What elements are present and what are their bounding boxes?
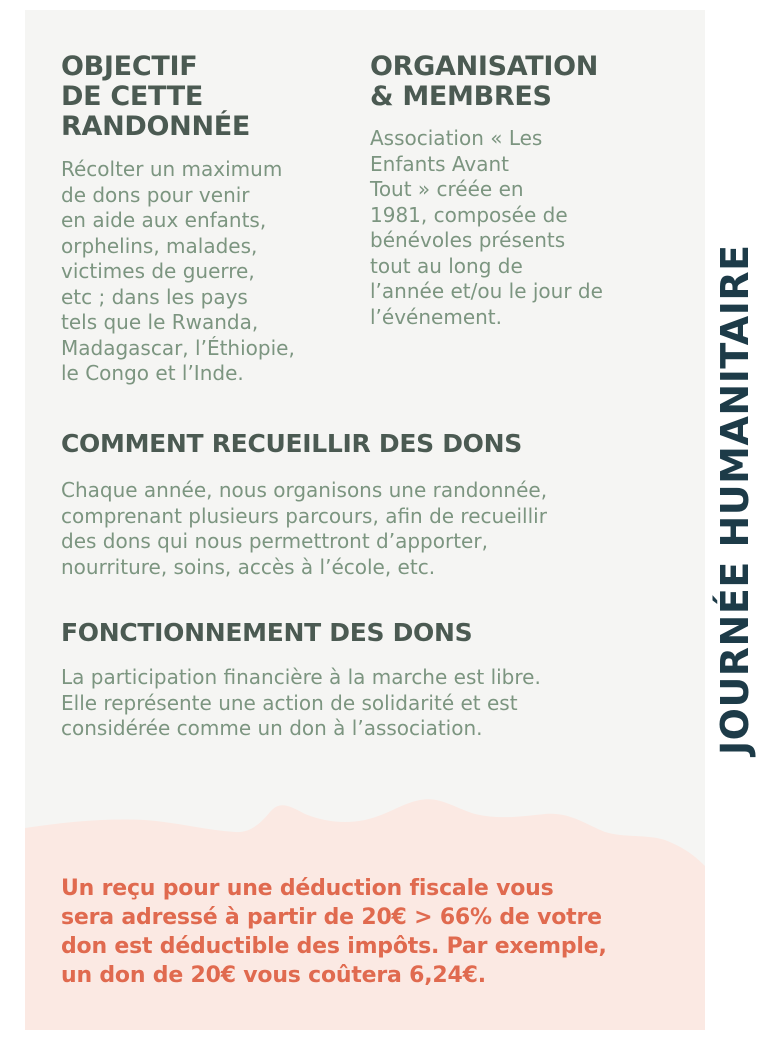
collect-title: COMMENT RECUEILLIR DES DONS (61, 429, 522, 458)
vertical-event-title: JOURNÉE HUMANITAIRE (713, 244, 757, 755)
organisation-text: Association « Les Enfants Avant Tout » créée en 1981, composée de bénévoles présents tout au long de l’année et/ou le jour de l’événement. (370, 126, 603, 329)
organisation-title: ORGANISATION & MEMBRES (370, 51, 599, 113)
flyer-page (25, 10, 705, 1030)
operation-title: FONCTIONNEMENT DES DONS (61, 618, 473, 647)
collect-text: Chaque année, nous organisons une randonnée, comprenant plusieurs parcours, afin de recueillir des dons qui nous permettront d’apporter, nourriture, soins, accès à l’école, etc. (61, 478, 548, 579)
objective-title: OBJECTIF DE CETTE RANDONNÉE (61, 51, 251, 143)
objective-text: Récolter un maximum de dons pour venir en aide aux enfants, orphelins, malades, victimes de guerre, etc ; dans les pays tels que le Rwanda, Madagascar, l’Éthiopie, le Congo et l’Inde. (61, 157, 295, 385)
tax-deduction-notice: Un reçu pour une déduction fiscale vous sera adressé à partir de 20€ > 66% de votre don est déductible des impôts. Par exemple, un don de 20€ vous coûtera 6,24€. (61, 876, 607, 988)
operation-text: La participation financière à la marche est libre. Elle représente une action de solidarité et est considérée comme un don à l’association. (61, 665, 541, 740)
